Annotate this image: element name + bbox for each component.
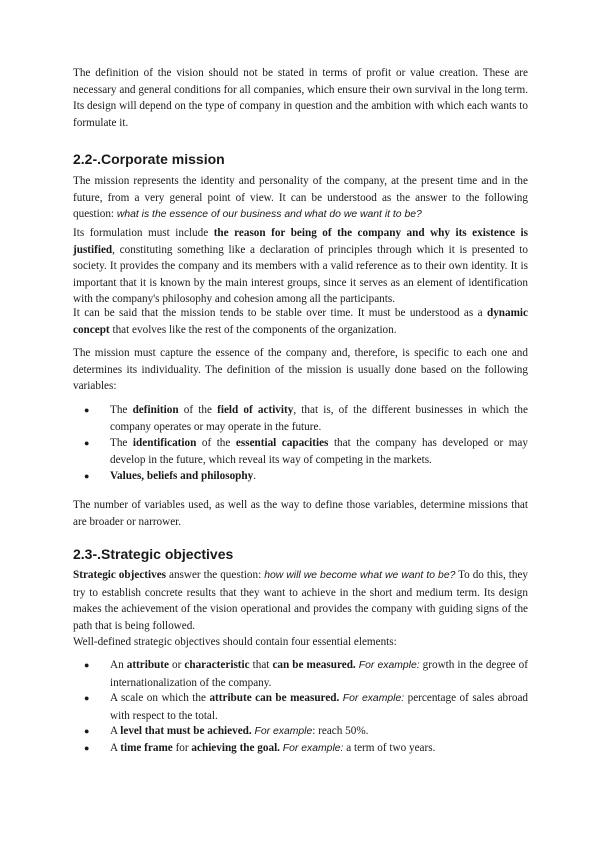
italic-text: how will we become what we want to be?	[264, 570, 456, 581]
text: An	[110, 659, 127, 671]
bold-text: dynamic concept	[73, 307, 528, 336]
italic-text: For example:	[358, 660, 420, 671]
text: It can be said that the mission tends to be stable over time. It must be understood as a	[73, 307, 487, 319]
section-heading	[73, 150, 528, 168]
paragraph	[73, 567, 528, 634]
paragraph	[73, 225, 528, 308]
italic-text: For example:	[282, 743, 344, 754]
bullet-icon: ●	[84, 660, 90, 670]
text: or	[168, 659, 185, 671]
text: A scale on which the	[110, 692, 210, 704]
text: 2.3-.Strategic objectives	[73, 546, 234, 562]
bullet-item	[84, 723, 528, 741]
text: that the company has developed or may develop in the future, which reveal its way of competing in the markets.	[110, 437, 528, 466]
text: percentage of sales abroad with respect to the total.	[110, 692, 529, 722]
bold-text: time frame	[120, 742, 173, 754]
text: The number of variables used, as well as the way to define those variables, determine missions that are broader or narrower.	[73, 499, 528, 528]
bold-text: Strategic objectives	[73, 569, 167, 581]
text: that evolves like the rest of the components of the organization.	[109, 323, 397, 336]
bold-text: essential capacities	[235, 437, 329, 449]
italic-text: For example	[254, 726, 313, 737]
text: The	[110, 437, 133, 449]
paragraph	[73, 305, 528, 338]
bullet-item	[84, 740, 528, 758]
bullet-item	[84, 657, 529, 691]
text: The mission must capture the essence of the company and, therefore, is specific to each one and determines its individuality. The definition of the mission is usually done based on the following variables:	[73, 347, 528, 393]
bullet-icon: ●	[84, 405, 90, 415]
text: A	[110, 742, 121, 754]
paragraph	[73, 497, 528, 530]
italic-text: For example:	[342, 693, 405, 704]
text: The definition of the vision should not be stated in terms of profit or value creation. These are necessary and general conditions for all companies, which ensure their own survival in the long term. Its design will depend on the type of company in question and the ambition with which each wants to formulate it.	[73, 67, 528, 129]
bold-text: can be measured.	[272, 659, 356, 671]
text: To do this, they try to establish concrete results that they want to achieve in the short and medium term. Its design makes the achievement of the vision operational and provides the company with guiding signs of the path that is being followed.	[73, 569, 528, 632]
bold-text: level that must be achieved.	[120, 725, 252, 737]
bold-text: Values, beliefs and philosophy	[110, 470, 254, 482]
text: of the	[178, 404, 218, 416]
bullet-icon: ●	[84, 438, 90, 448]
text: for	[172, 742, 192, 754]
paragraph	[73, 634, 528, 651]
paragraph	[73, 173, 528, 224]
text: 2.2-.Corporate mission	[73, 151, 225, 167]
text: Well-defined strategic objectives should contain four essential elements:	[73, 636, 397, 648]
bullet-icon: ●	[84, 726, 90, 736]
bullet-icon: ●	[84, 471, 90, 481]
bold-text: definition	[132, 404, 179, 416]
text: The mission represents the identity and personality of the company, at the present time and in the future, from a very general point of view. It can be understood as the answer to the following question:	[73, 175, 528, 221]
bullet-item	[84, 468, 528, 485]
bold-text: attribute	[126, 659, 169, 671]
bullet-item	[84, 690, 529, 724]
text: : reach 50%.	[312, 725, 369, 737]
text: of the	[196, 437, 236, 449]
bullet-item	[84, 435, 528, 468]
paragraph	[73, 345, 528, 395]
text: The	[110, 404, 133, 416]
bold-text: characteristic	[184, 659, 250, 671]
bullet-icon: ●	[84, 693, 90, 703]
bold-text: attribute can be measured.	[209, 692, 340, 704]
text: A	[110, 725, 121, 737]
bold-text: field of activity	[217, 404, 294, 416]
text: .	[253, 470, 257, 482]
text: answer the question:	[166, 569, 265, 581]
text: growth in the degree of internationalization of the company.	[110, 659, 529, 689]
text: , that is, of the different businesses in which the company operates or may operate in the future.	[110, 404, 528, 433]
text: that	[249, 659, 273, 671]
bold-text: achieving the goal.	[191, 742, 280, 754]
bold-text: identification	[132, 437, 197, 449]
bullet-item	[84, 402, 528, 435]
bold-text: the reason for being of the company and why its existence is justified	[73, 227, 528, 256]
text: , constituting something like a declaration of principles through which it is presented to society. It provides the company and its members with a valid reference as to their own identity. It is important that it is known by the main interest groups, since it serves as an element of identification with the company's philosophy and cohesion among all the participants.	[73, 243, 528, 306]
paragraph	[73, 65, 528, 131]
text: a term of two years.	[343, 742, 436, 754]
text: Its formulation must include	[73, 227, 214, 239]
bullet-icon: ●	[84, 743, 90, 753]
section-heading	[73, 545, 528, 563]
italic-text: what is the essence of our business and what do we want it to be?	[116, 209, 422, 221]
